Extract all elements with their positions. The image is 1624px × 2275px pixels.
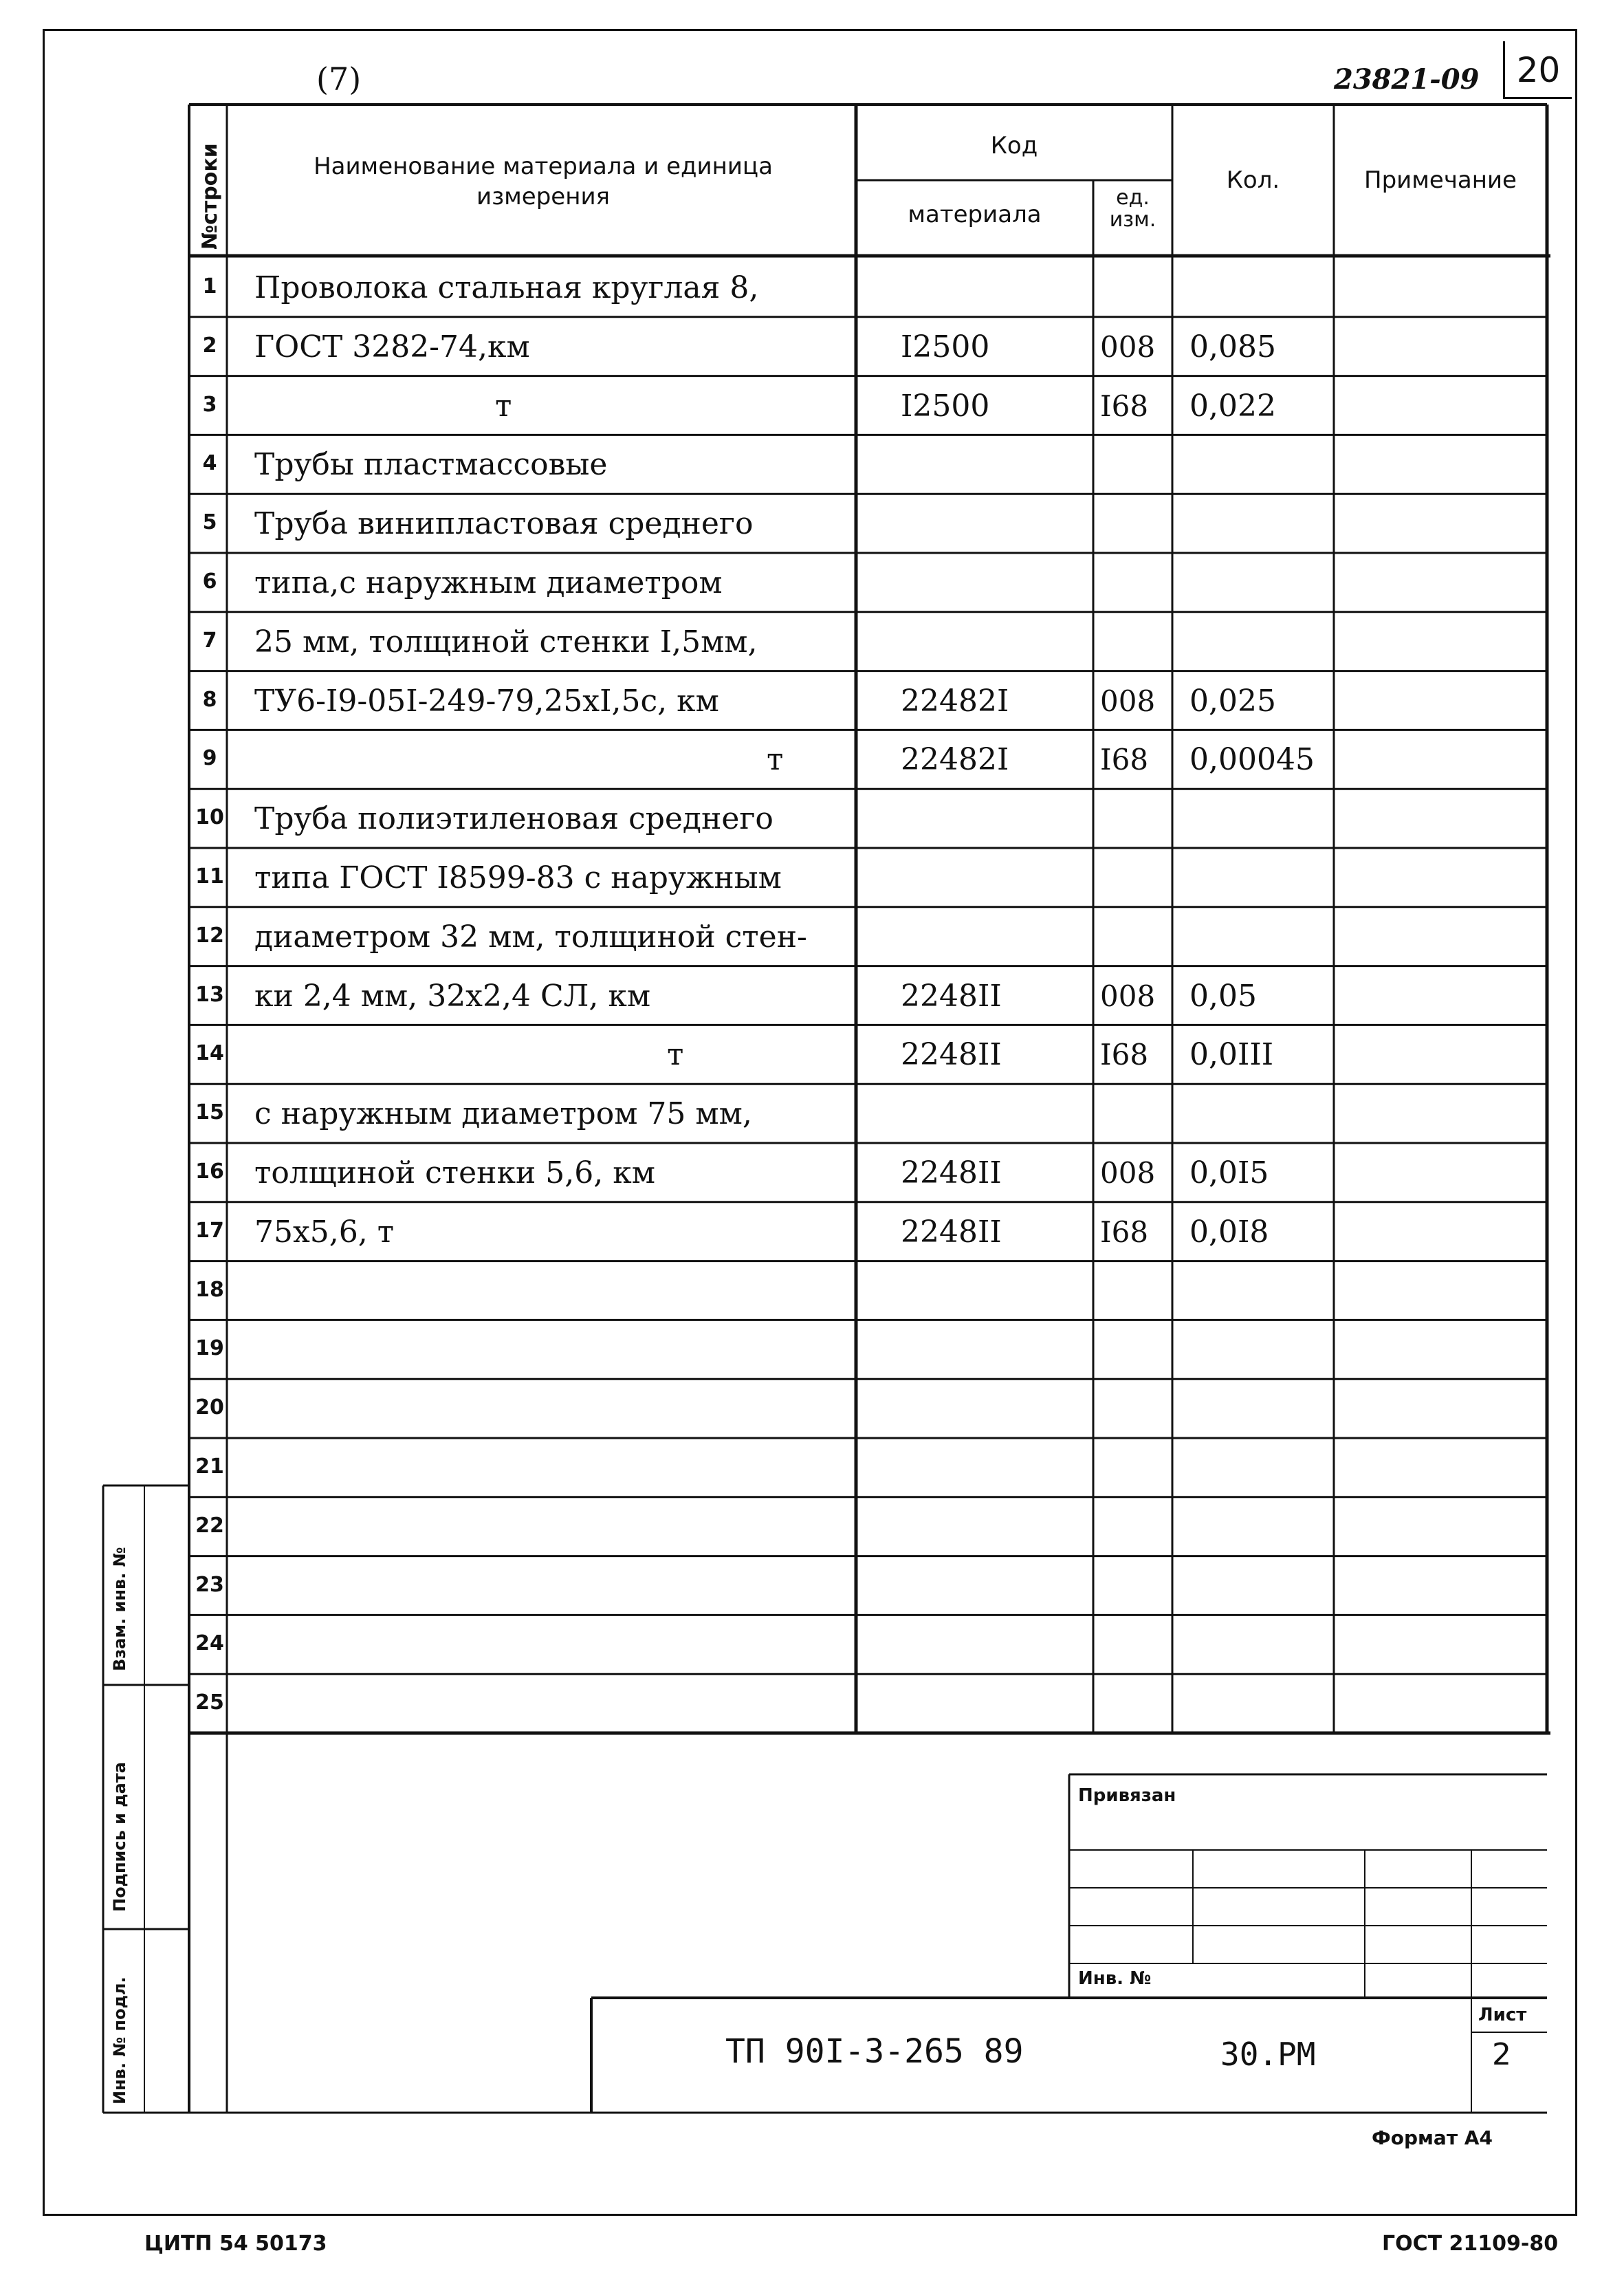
row-qty: 0,025 <box>1189 683 1276 719</box>
row-number: 10 <box>195 805 224 830</box>
col-note-header: Примечание <box>1364 166 1517 194</box>
col-code-header: Код <box>990 132 1038 160</box>
page-number: 20 <box>1516 50 1561 90</box>
row-name: толщиной стенки 5,6, км <box>254 1155 655 1190</box>
row-unit: 008 <box>1100 1156 1156 1190</box>
row-name: ки 2,4 мм, 32х2,4 СЛ, км <box>254 978 651 1014</box>
row-number: 17 <box>195 1218 224 1243</box>
row-code: 2248II <box>901 978 1002 1014</box>
row-code: 2248II <box>901 1037 1002 1073</box>
row-name: ТУ6-I9-05I-249-79,25хI,5с, км <box>254 683 719 719</box>
row-qty: 0,085 <box>1189 329 1276 364</box>
row-code: 2248II <box>901 1155 1002 1190</box>
row-name: т <box>495 388 512 424</box>
row-unit: 008 <box>1100 684 1156 718</box>
doc-suffix: 30.РМ <box>1220 2036 1316 2073</box>
row-code: 22482I <box>901 742 1009 778</box>
row-number: 22 <box>195 1513 224 1538</box>
row-name: ГОСТ 3282-74,км <box>254 329 530 364</box>
col-code-unit-header: ед. изм. <box>1109 186 1156 232</box>
doc-number: ТП 90I-3-265 89 <box>725 2032 1024 2071</box>
col-code-material-header: материала <box>908 201 1042 228</box>
row-number: 12 <box>195 923 224 948</box>
doc-code-handwritten: 23821-09 <box>1334 63 1480 96</box>
row-name: с наружным диаметром 75 мм, <box>254 1096 752 1132</box>
row-code: 22482I <box>901 683 1009 719</box>
row-qty: 0,05 <box>1189 978 1257 1014</box>
row-qty: 0,00045 <box>1189 742 1315 778</box>
row-name: т <box>667 1037 684 1073</box>
row-number: 3 <box>202 392 217 417</box>
row-qty: 0,0I5 <box>1189 1155 1269 1190</box>
row-number: 15 <box>195 1100 224 1125</box>
row-unit: I68 <box>1100 389 1149 423</box>
row-name: Проволока стальная круглая 8, <box>254 270 759 305</box>
row-number: 7 <box>202 628 217 653</box>
row-number: 6 <box>202 569 217 594</box>
row-name: типа ГОСТ I8599-83 с наружным <box>254 860 782 895</box>
row-unit: I68 <box>1100 743 1149 777</box>
row-unit: 008 <box>1100 329 1156 364</box>
row-number: 24 <box>195 1631 224 1656</box>
row-name: Труба винипластовая среднего <box>254 506 754 542</box>
row-number: 20 <box>195 1395 224 1420</box>
row-name: 25 мм, толщиной стенки I,5мм, <box>254 624 758 660</box>
row-number: 11 <box>195 864 224 889</box>
sheet-value: 2 <box>1492 2037 1511 2072</box>
row-number: 19 <box>195 1336 224 1361</box>
row-name: Трубы пластмассовые <box>254 447 608 483</box>
row-number: 21 <box>195 1455 224 1479</box>
inv-no-label: Инв. № <box>1078 1968 1152 1989</box>
row-qty: 0,0I8 <box>1189 1214 1269 1250</box>
row-unit: I68 <box>1100 1215 1149 1249</box>
row-number: 13 <box>195 982 224 1007</box>
row-name: Труба полиэтиленовая среднего <box>254 801 773 837</box>
row-number: 18 <box>195 1277 224 1302</box>
row-number: 16 <box>195 1160 224 1184</box>
row-number: 9 <box>202 746 217 771</box>
row-number: 8 <box>202 687 217 712</box>
col-qty-header: Кол. <box>1226 166 1280 194</box>
row-qty: 0,022 <box>1189 388 1276 424</box>
sheet-label: Лист <box>1478 2005 1527 2025</box>
privyazan-label: Привязан <box>1078 1785 1176 1806</box>
col-name-header: Наименование материала и единица измерения <box>314 153 773 210</box>
row-name: т <box>767 742 784 778</box>
footer-right-code: ГОСТ 21109-80 <box>1382 2232 1559 2256</box>
footer-left-code: ЦИТП 54 50173 <box>144 2232 327 2256</box>
side-stamp-podpis: Подпись и дата <box>110 1762 129 1912</box>
row-name: типа,с наружным диаметром <box>254 565 723 600</box>
sheet-mark: (7) <box>316 61 362 98</box>
row-code: 2248II <box>901 1214 1002 1250</box>
row-number: 23 <box>195 1572 224 1597</box>
row-number: 25 <box>195 1690 224 1715</box>
row-number: 5 <box>202 510 217 535</box>
row-number: 2 <box>202 333 217 358</box>
row-qty: 0,0III <box>1189 1037 1274 1073</box>
row-number: 14 <box>195 1041 224 1066</box>
side-stamp-vzam: Взам. инв. № <box>110 1547 129 1671</box>
row-unit: I68 <box>1100 1038 1149 1072</box>
row-name: 75х5,6, т <box>254 1214 395 1250</box>
row-code: I2500 <box>901 329 990 364</box>
row-number: 4 <box>202 451 217 476</box>
row-number: 1 <box>202 274 217 298</box>
side-stamp-inv-podl: Инв. № подл. <box>110 1977 129 2104</box>
format-label: Формат А4 <box>1372 2126 1493 2149</box>
row-code: I2500 <box>901 388 990 424</box>
row-unit: 008 <box>1100 979 1156 1013</box>
row-name: диаметром 32 мм, толщиной стен- <box>254 919 807 955</box>
col-row-no-header: №строки <box>198 143 222 250</box>
